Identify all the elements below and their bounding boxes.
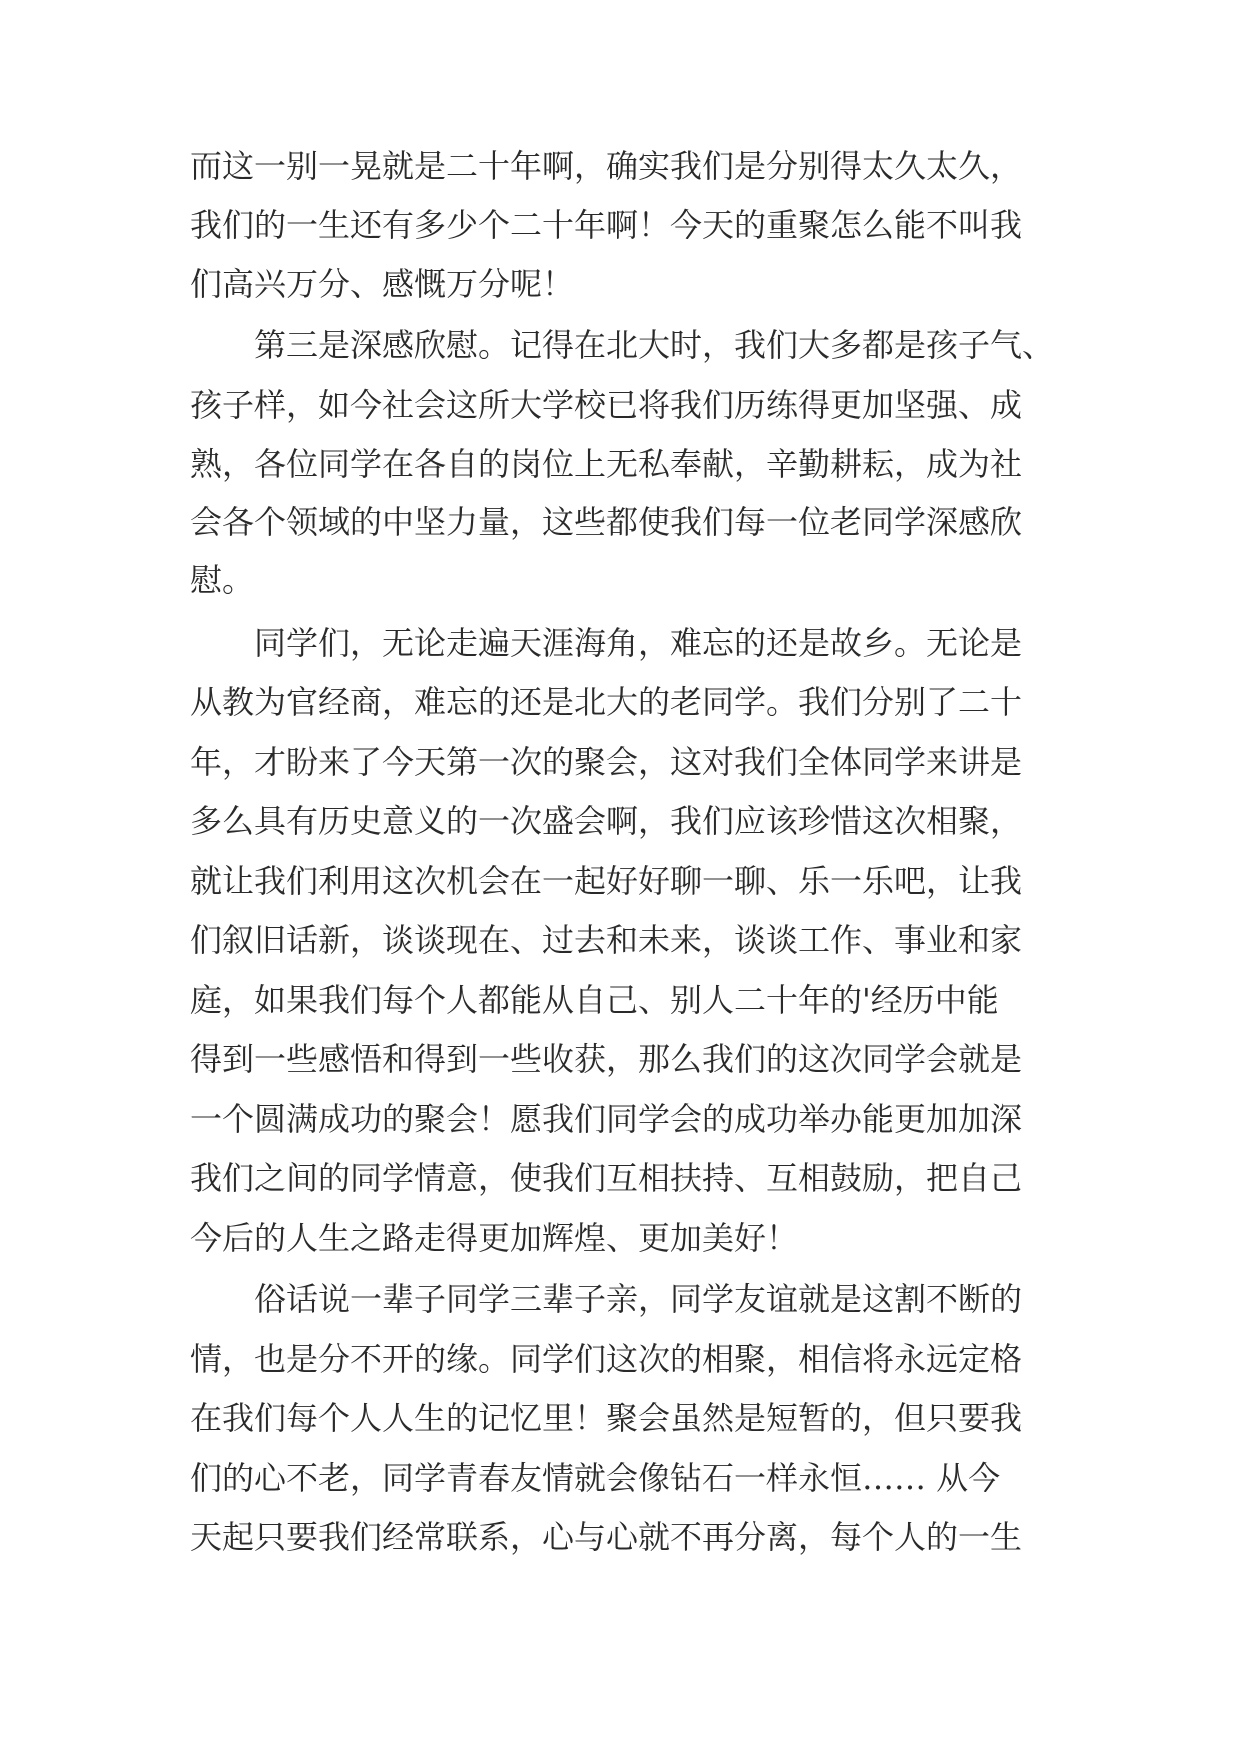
text-line: 一个圆满成功的聚会！愿我们同学会的成功举办能更加加深 xyxy=(190,1100,1023,1138)
paragraph-first-line: 第三是深感欣慰。记得在北大时，我们大多都是孩子气、 xyxy=(254,326,1055,364)
text-line: 今后的人生之路走得更加辉煌、更加美好！ xyxy=(190,1219,799,1257)
text-line: 就让我们利用这次机会在一起好好聊一聊、乐一乐吧，让我 xyxy=(190,862,1023,900)
text-line: 在我们每个人人生的记忆里！聚会虽然是短暂的，但只要我 xyxy=(190,1399,1023,1437)
text-line: 孩子样，如今社会这所大学校已将我们历练得更加坚强、成 xyxy=(190,386,1023,424)
text-line: 多么具有历史意义的一次盛会啊，我们应该珍惜这次相聚， xyxy=(190,802,1023,840)
text-line: 我们的一生还有多少个二十年啊！今天的重聚怎么能不叫我 xyxy=(190,206,1023,244)
text-line: 庭，如果我们每个人都能从自己、别人二十年的'经历中能 xyxy=(190,981,999,1019)
text-line: 情，也是分不开的缘。同学们这次的相聚，相信将永远定格 xyxy=(190,1340,1023,1378)
paragraph-first-line: 同学们，无论走遍天涯海角，难忘的还是故乡。无论是 xyxy=(254,624,1023,662)
text-line: 慰。 xyxy=(190,561,255,599)
text-line: 我们之间的同学情意，使我们互相扶持、互相鼓励，把自己 xyxy=(190,1159,1023,1197)
text-line: 天起只要我们经常联系，心与心就不再分离，每个人的一生 xyxy=(190,1518,1023,1556)
paragraph-first-line: 俗话说一辈子同学三辈子亲，同学友谊就是这割不断的 xyxy=(254,1280,1023,1318)
text-line: 熟，各位同学在各自的岗位上无私奉献，辛勤耕耘，成为社 xyxy=(190,445,1023,483)
text-line: 从教为官经商，难忘的还是北大的老同学。我们分别了二十 xyxy=(190,683,1023,721)
text-line: 会各个领域的中坚力量，这些都使我们每一位老同学深感欣 xyxy=(190,503,1023,541)
text-line: 而这一别一晃就是二十年啊，确实我们是分别得太久太久， xyxy=(190,147,1023,185)
text-line: 们高兴万分、感慨万分呢！ xyxy=(190,265,575,303)
text-line: 年，才盼来了今天第一次的聚会，这对我们全体同学来讲是 xyxy=(190,743,1023,781)
text-line: 们的心不老，同学青春友情就会像钻石一样永恒…… 从今 xyxy=(190,1459,1001,1497)
text-line: 们叙旧话新，谈谈现在、过去和未来，谈谈工作、事业和家 xyxy=(190,921,1023,959)
text-line: 得到一些感悟和得到一些收获，那么我们的这次同学会就是 xyxy=(190,1040,1023,1078)
